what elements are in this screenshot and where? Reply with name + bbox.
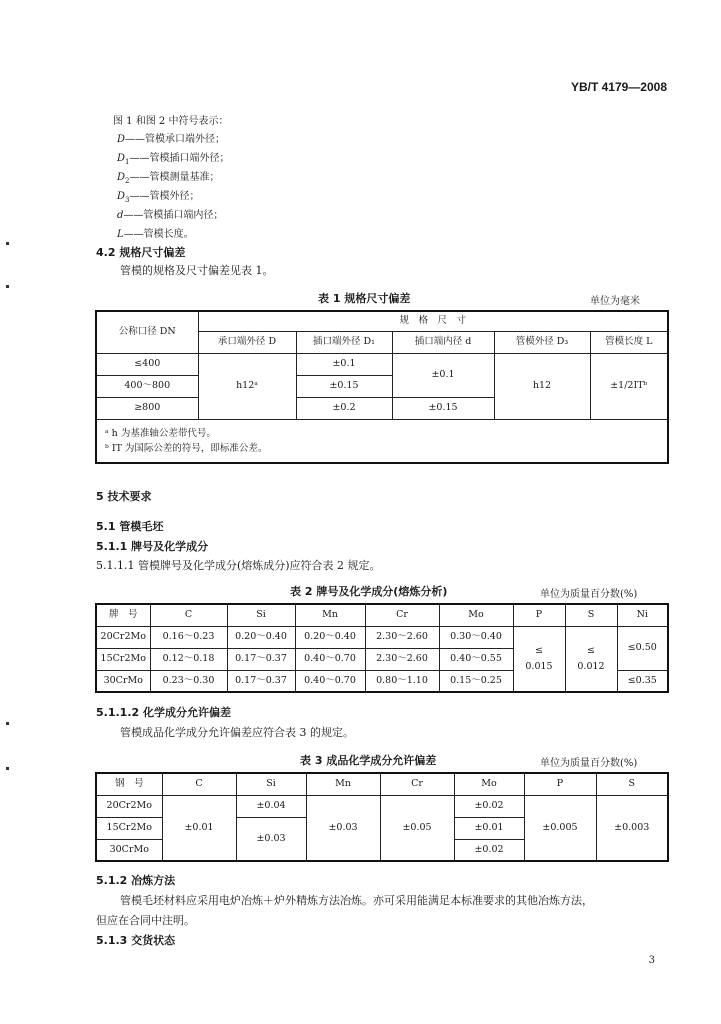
table-2-header-mo: Mo — [439, 604, 513, 626]
table-2-c: 0.12～0.18 — [150, 648, 227, 670]
table-1-d-cell: ±0.1 — [392, 353, 494, 397]
table-3-header-p: P — [524, 773, 596, 795]
table-2-header-si: Si — [227, 604, 295, 626]
section-5-1-1-2-text: 管模成品化学成分允许偏差应符合表 3 的规定。 — [120, 726, 354, 739]
table-1-D1-cell: ±0.1 — [296, 353, 392, 375]
table-1-header-D1: 插口端外径 D₁ — [296, 331, 392, 353]
table-1-header-dn: 公称口径 DN — [96, 311, 198, 353]
table-1-dn-cell: ≤400 — [96, 353, 198, 375]
legend-symbol: d — [117, 210, 124, 221]
table-3-mo-cell: ±0.02 — [454, 839, 524, 861]
table-1-group-header: 规 格 尺 寸 — [198, 311, 668, 331]
legend-item — [117, 131, 225, 152]
table-2-c: 0.23～0.30 — [150, 670, 227, 692]
table-2-mo: 0.15～0.25 — [439, 670, 513, 692]
table-2-mn: 0.20～0.40 — [295, 626, 365, 648]
table-2 — [95, 603, 669, 693]
table-3-cr-cell: ±0.05 — [380, 795, 454, 861]
legend-item — [117, 150, 230, 171]
table-2-si: 0.17～0.37 — [227, 670, 295, 692]
table-3-header-grade: 钢 号 — [96, 773, 162, 795]
table-2-grade: 30CrMo — [96, 670, 150, 692]
table-2-header-p: P — [513, 604, 565, 626]
table-1-D1-cell: ±0.2 — [296, 397, 392, 419]
table-3 — [95, 772, 669, 862]
legend-symbol: D — [117, 153, 126, 164]
scan-speck — [6, 722, 9, 725]
scan-speck — [6, 767, 9, 770]
table-3-header-c: C — [162, 773, 236, 795]
section-5-title: 5 技术要求 — [96, 490, 152, 503]
table-1-note-a: ᵃ h 为基准轴公差带代号。 — [105, 427, 216, 439]
scan-speck — [6, 285, 9, 288]
table-3-p-cell: ±0.005 — [524, 795, 596, 861]
table-3-c-cell: ±0.01 — [162, 795, 236, 861]
table-2-p-value: 0.015 — [525, 660, 553, 672]
page-number: 3 — [648, 955, 655, 966]
table-1-header-d: 插口端内径 d — [392, 331, 494, 353]
table-2-ni-cell: ≤0.35 — [617, 670, 668, 692]
table-3-row — [96, 795, 668, 817]
table-2-s-sign: ≤ — [587, 644, 595, 656]
table-3-s-cell: ±0.003 — [596, 795, 668, 861]
legend-item — [117, 207, 223, 228]
table-1-unit: 单位为毫米 — [590, 296, 640, 307]
legend-description: ——管模插口端外径； — [129, 153, 230, 164]
table-2-header-ni: Ni — [617, 604, 668, 626]
table-1-note-b: ᵇ IT 为国际公差的符号，即标准公差。 — [105, 442, 268, 454]
section-5-1-1-1-text: 5.1.1.1 管模牌号及化学成分(熔炼成分)应符合表 2 规定。 — [96, 559, 381, 572]
table-2-si: 0.17～0.37 — [227, 648, 295, 670]
table-2-s-value: 0.012 — [577, 660, 605, 672]
table-1-header-L: 管模长度 L — [590, 331, 668, 353]
legend-subscript: 2 — [125, 177, 130, 185]
table-1-caption: 表 1 规格尺寸偏差 — [318, 292, 411, 305]
table-2-p-cell — [513, 626, 565, 692]
legend-description: ——管模长度。 — [123, 229, 194, 240]
legend-item — [117, 188, 200, 209]
table-3-grade: 20Cr2Mo — [96, 795, 162, 817]
table-2-c: 0.16～0.23 — [150, 626, 227, 648]
table-2-p-sign: ≤ — [535, 644, 543, 656]
legend-item — [117, 169, 220, 190]
table-3-mo-cell: ±0.01 — [454, 817, 524, 839]
table-3-caption: 表 3 成品化学成分允许偏差 — [300, 754, 437, 767]
standard-number: YB/T 4179—2008 — [570, 80, 667, 94]
table-2-unit: 单位为质量百分数(%) — [540, 589, 638, 600]
legend-description: ——管模外径； — [129, 191, 200, 202]
table-1-dn-cell: ≥800 — [96, 397, 198, 419]
table-3-header-cr: Cr — [380, 773, 454, 795]
legend-intro: 图 1 和图 2 中符号表示： — [113, 116, 229, 127]
table-1-D-cell: h12ᵃ — [198, 353, 296, 419]
table-2-mo: 0.30～0.40 — [439, 626, 513, 648]
table-2-header-c: C — [150, 604, 227, 626]
section-5-1-2-title: 5.1.2 冶炼方法 — [96, 874, 176, 887]
table-2-grade: 20Cr2Mo — [96, 626, 150, 648]
table-1-dn-cell: 400～800 — [96, 375, 198, 397]
table-3-si-cell: ±0.04 — [236, 795, 306, 817]
section-5-1-3-title: 5.1.3 交货状态 — [96, 934, 176, 947]
table-1-notes — [96, 419, 668, 463]
table-1-D1-cell: ±0.15 — [296, 375, 392, 397]
table-2-cr: 0.80～1.10 — [365, 670, 439, 692]
table-2-ni-cell: ≤0.50 — [617, 626, 668, 670]
table-2-header-grade: 牌 号 — [96, 604, 150, 626]
section-5-1-title: 5.1 管模毛坯 — [96, 520, 164, 533]
table-2-mo: 0.40～0.55 — [439, 648, 513, 670]
section-5-1-2-text-line-1: 管模毛坯材料应采用电炉冶炼＋炉外精炼方法冶炼。亦可采用能满足本标准要求的其他冶炼方法， — [120, 894, 593, 907]
table-1-L-cell: ±1/2ITᵇ — [590, 353, 668, 419]
table-1-d-cell: ±0.15 — [392, 397, 494, 419]
table-2-header-cr: Cr — [365, 604, 439, 626]
section-4-2-text: 管模的规格及尺寸偏差见表 1。 — [120, 264, 274, 277]
section-4-2-title: 4.2 规格尺寸偏差 — [96, 246, 186, 259]
legend-symbol: D — [117, 172, 126, 183]
table-3-si-cell: ±0.03 — [236, 817, 306, 861]
table-2-header-mn: Mn — [295, 604, 365, 626]
table-3-header-si: Si — [236, 773, 306, 795]
table-3-grade: 30CrMo — [96, 839, 162, 861]
table-2-cr: 2.30～2.60 — [365, 626, 439, 648]
table-3-mn-cell: ±0.03 — [306, 795, 380, 861]
table-3-header-mo: Mo — [454, 773, 524, 795]
table-2-grade: 15Cr2Mo — [96, 648, 150, 670]
legend-symbol: D — [117, 134, 126, 145]
legend-symbol: D — [117, 191, 126, 202]
section-5-1-2-text-line-2: 但应在合同中注明。 — [96, 914, 195, 927]
table-2-mn: 0.40～0.70 — [295, 648, 365, 670]
table-2-row — [96, 626, 668, 648]
table-1-header-D3: 管模外径 D₃ — [494, 331, 590, 353]
table-2-s-cell — [565, 626, 617, 692]
legend-symbol: L — [117, 229, 124, 240]
legend-description: ——管模承口端外径； — [125, 134, 226, 145]
legend-description: ——管模插口端内径； — [123, 210, 224, 221]
section-5-1-1-2-title: 5.1.1.2 化学成分允许偏差 — [96, 706, 231, 719]
table-1-header-D: 承口端外径 D — [198, 331, 296, 353]
table-3-unit: 单位为质量百分数(%) — [540, 758, 638, 769]
table-2-header-s: S — [565, 604, 617, 626]
legend-subscript: 3 — [125, 196, 130, 204]
table-2-si: 0.20～0.40 — [227, 626, 295, 648]
table-2-mn: 0.40～0.70 — [295, 670, 365, 692]
table-2-caption: 表 2 牌号及化学成分(熔炼分析) — [290, 585, 448, 598]
table-1 — [95, 310, 669, 464]
table-3-grade: 15Cr2Mo — [96, 817, 162, 839]
table-3-header-s: S — [596, 773, 668, 795]
legend-description: ——管模测量基准； — [129, 172, 220, 183]
table-3-mo-cell: ±0.02 — [454, 795, 524, 817]
table-1-D3-cell: h12 — [494, 353, 590, 419]
table-3-header-mn: Mn — [306, 773, 380, 795]
scan-speck — [6, 242, 9, 245]
legend-subscript: 1 — [125, 158, 130, 166]
table-2-cr: 2.30～2.60 — [365, 648, 439, 670]
section-5-1-1-title: 5.1.1 牌号及化学成分 — [96, 540, 209, 553]
